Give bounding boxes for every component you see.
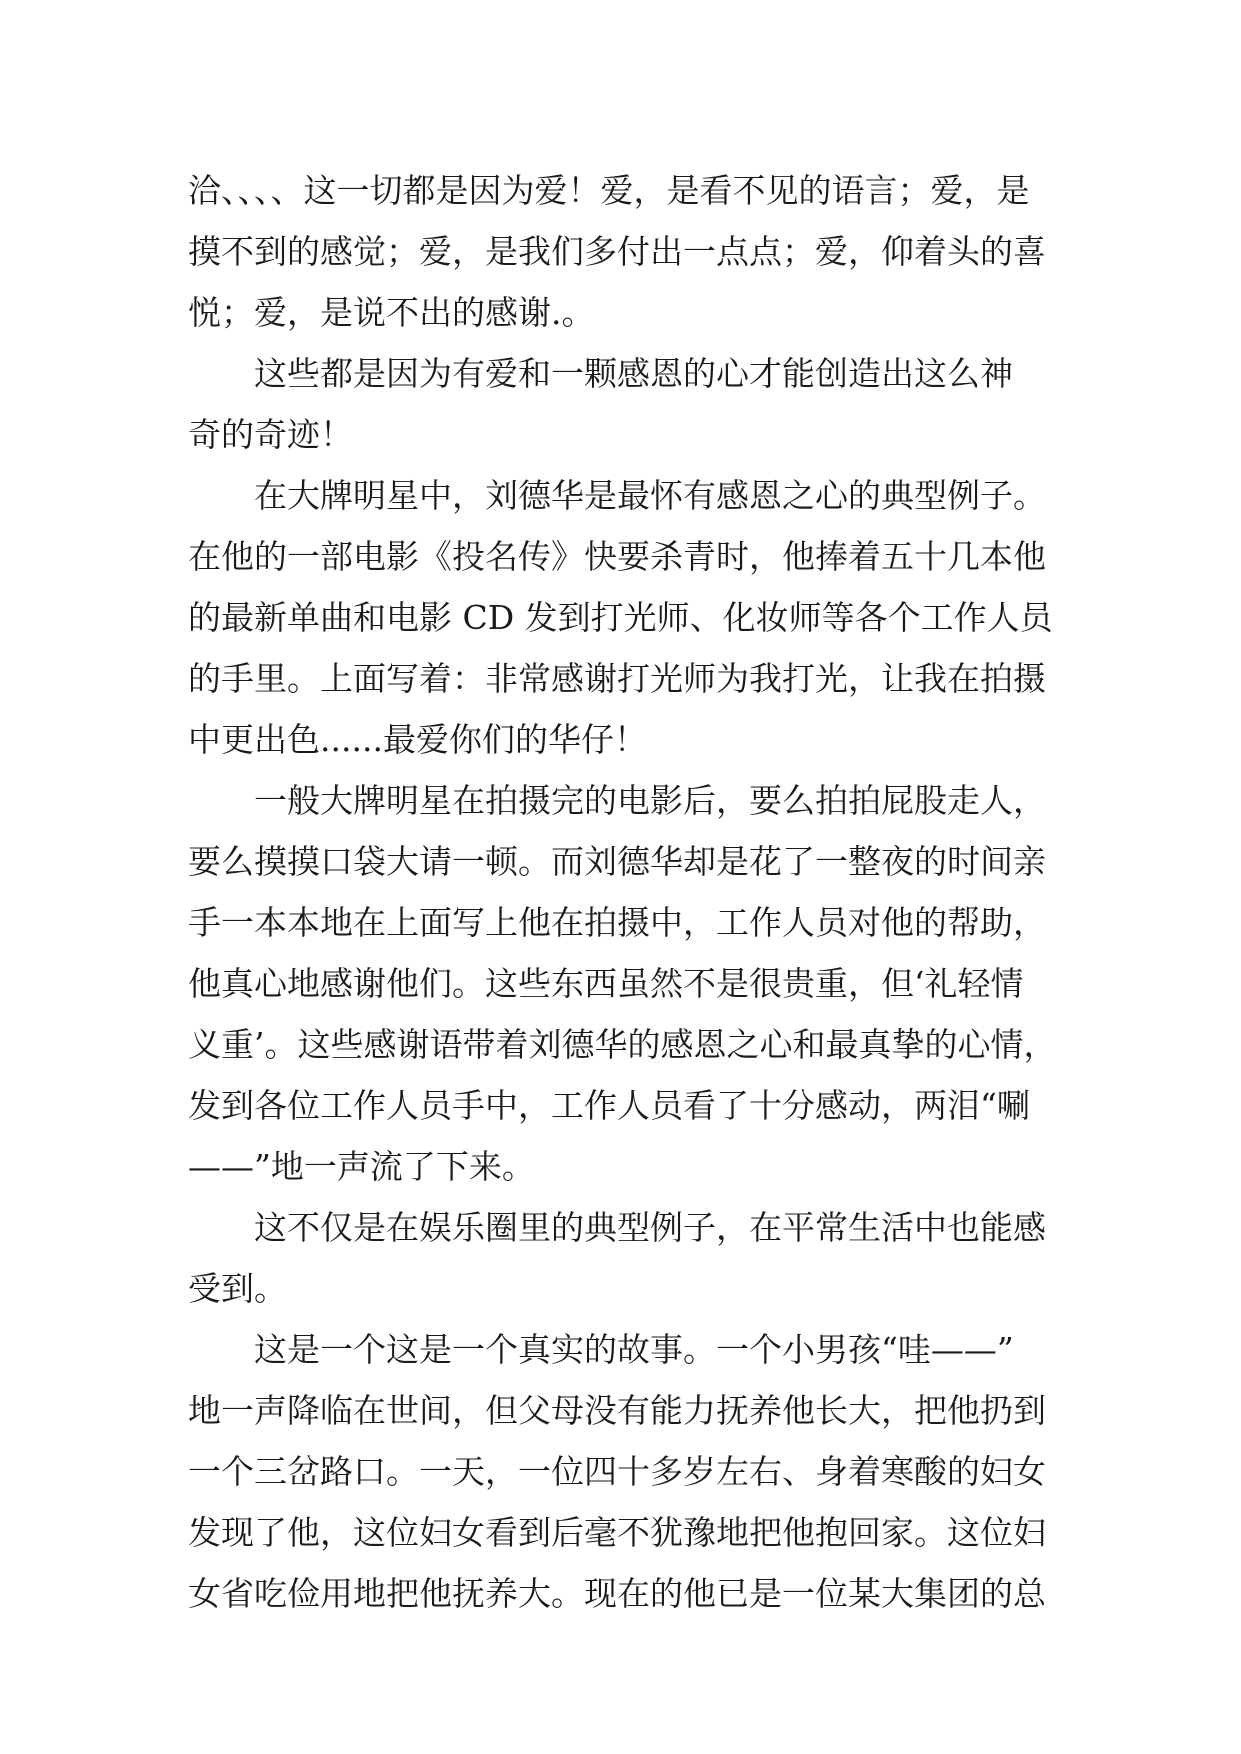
text-line: 这些都是因为有爱和一颗感恩的心才能创造出这么神 [254,354,1013,393]
text-line: 发现了他，这位妇女看到后毫不犹豫地把他抱回家。这位妇 [188,1513,1046,1552]
paragraph-5 [188,1197,1068,1319]
paragraph-1 [188,160,1068,343]
text-line: 要么摸摸口袋大请一顿。而刘德华却是花了一整夜的时间亲 [188,842,1046,881]
text-line: 洽、、、、这一切都是因为爱！爱，是看不见的语言；爱，是 [188,171,1030,210]
text-line: 摸不到的感觉；爱，是我们多付出一点点；爱，仰着头的喜 [188,232,1046,271]
document-body [188,160,1068,1624]
text-line: 发到各位工作人员手中，工作人员看了十分感动，两泪“唰 [188,1086,1030,1125]
text-line: 中更出色......最爱你们的华仔！ [188,720,647,759]
paragraph-6 [188,1319,1068,1624]
text-line: 一个三岔路口。一天，一位四十多岁左右、身着寒酸的妇女 [188,1452,1046,1491]
paragraph-2 [188,343,1068,465]
text-line: 手一本本地在上面写上他在拍摄中，工作人员对他的帮助， [188,903,1046,942]
text-line: 在大牌明星中，刘德华是最怀有感恩之心的典型例子。 [254,476,1046,515]
text-line: 义重’。这些感谢语带着刘德华的感恩之心和最真挚的心情， [188,1025,1057,1064]
text-line: 一般大牌明星在拍摄完的电影后，要么拍拍屁股走人， [254,781,1046,820]
text-line: 地一声降临在世间，但父母没有能力抚养他长大，把他扔到 [188,1391,1046,1430]
text-line: 奇的奇迹！ [188,415,353,454]
text-line: 女省吃俭用地把他抚养大。现在的他已是一位某大集团的总 [188,1574,1046,1613]
paragraph-4 [188,770,1068,1197]
text-line: 的手里。上面写着：非常感谢打光师为我打光，让我在拍摄 [188,659,1046,698]
text-line: 在他的一部电影《投名传》快要杀青时，他捧着五十几本他 [188,537,1046,576]
text-line: 他真心地感谢他们。这些东西虽然不是很贵重，但‘礼轻情 [188,964,1024,1003]
text-line: 悦；爱，是说不出的感谢.。 [188,293,595,332]
text-line: 的最新单曲和电影 CD 发到打光师、化妆师等各个工作人员 [188,598,1053,637]
paragraph-3 [188,465,1068,770]
text-line: 这是一个这是一个真实的故事。一个小男孩“哇——” [254,1330,1014,1369]
text-line: ——”地一声流了下来。 [188,1147,535,1186]
text-line: 这不仅是在娱乐圈里的典型例子，在平常生活中也能感 [254,1208,1046,1247]
text-line: 受到。 [188,1269,287,1308]
